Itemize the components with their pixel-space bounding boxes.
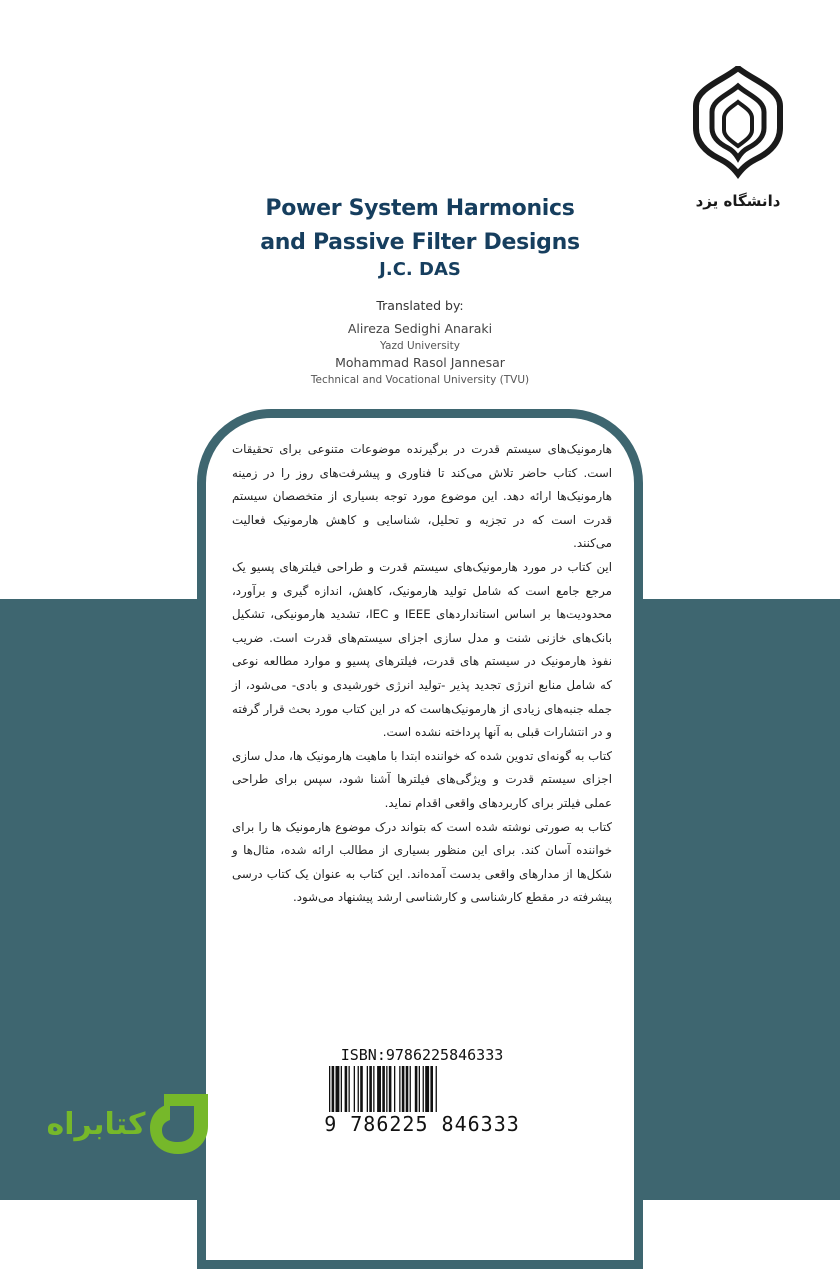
university-name: دانشگاه یزد bbox=[695, 192, 781, 210]
isbn-barcode-block bbox=[321, 1046, 523, 1141]
translator-name: Mohammad Rasol Jannesar bbox=[335, 355, 505, 370]
barcode bbox=[327, 1066, 517, 1112]
abstract-paragraph: کتاب به گونه‌ای تدوین شده که خواننده ابتدا با ماهیت هارمونیک ها، مدل سازی اجزای سیستم قدرت و ویژگی‌های فیلترها آشنا شود، سپس برای طراحی عملی فیلتر برای کاربردهای واقعی اقدام نماید. bbox=[232, 748, 612, 810]
book-title-line-2: and Passive Filter Designs bbox=[260, 230, 580, 255]
book-title bbox=[150, 192, 690, 260]
abstract-paragraph: کتاب به صورتی نوشته شده است که بتواند درک موضوع هارمونیک ها را برای خواننده آسان کند. برای این منظور بسیاری از مطالب ارائه شده، مثال‌ها و شکل‌ها از مدارهای واقعی بدست آمده‌اند. این کتاب به عنوان یک کتاب درسی پیشرفته در مقطع کارشناسی و کارشناسی ارشد پیشنهاد می‌شود. bbox=[232, 819, 612, 905]
translator-credits bbox=[200, 296, 640, 388]
translator-affiliation: Yazd University bbox=[380, 340, 460, 352]
book-title-line-1: Power System Harmonics bbox=[265, 196, 575, 221]
book-author: J.C. DAS bbox=[379, 259, 461, 280]
ketabrah-logo-icon bbox=[38, 1090, 210, 1156]
isbn-digits: 9 786225 846333 bbox=[324, 1112, 520, 1136]
ketabrah-wordmark: کتابراه bbox=[46, 1107, 146, 1142]
translator-name: Alireza Sedighi Anaraki bbox=[347, 321, 493, 336]
university-emblem-icon bbox=[690, 66, 786, 216]
abstract-paragraph: هارمونیک‌های سیستم قدرت در برگیرنده موضوعات متنوعی برای تحقیقات است. کتاب حاضر تلاش می‌کند تا فناوری و پیشرفت‌های روز را در زمینه هارمونیک‌ها ارائه دهد. این موضوع مورد توجه بسیاری از متخصصان سیستم قدرت است که در تجزیه و تحلیل، شناسایی و کاهش هارمونیک فعالیت می‌کنند. bbox=[232, 442, 612, 551]
translated-by-label: Translated by: bbox=[376, 298, 464, 313]
isbn-label: ISBN:9786225846333 bbox=[340, 1046, 504, 1064]
abstract-paragraph: این کتاب در مورد هارمونیک‌های سیستم قدرت و طراحی فیلترهای پسیو یک مرجع جامع است که شامل تولید هارمونیک، کاهش، اندازه گیری و برآورد، محدودیت‌ها بر اساس استانداردهای IEEE و IEC، تشدید هارمونیکی، تشکیل بانک‌های خازنی شنت و مدل سازی اجزای سیستم‌های قدرت است. ضریب نفوذ هارمونیک در سیستم های قدرت، فیلترهای پسیو و موارد مطالعه نوعی که شامل منابع انرژی تجدید پذیر -تولید انرژی خورشیدی و بادی- می‌شود، از جمله جنبه‌های زیادی از هارمونیک‌هاست که در این کتاب مورد بحث قرار گرفته و در انتشارات قبلی به آنها پرداخته نشده است. bbox=[232, 559, 612, 740]
translator-affiliation: Technical and Vocational University (TVU) bbox=[310, 374, 530, 386]
book-abstract bbox=[232, 438, 612, 910]
